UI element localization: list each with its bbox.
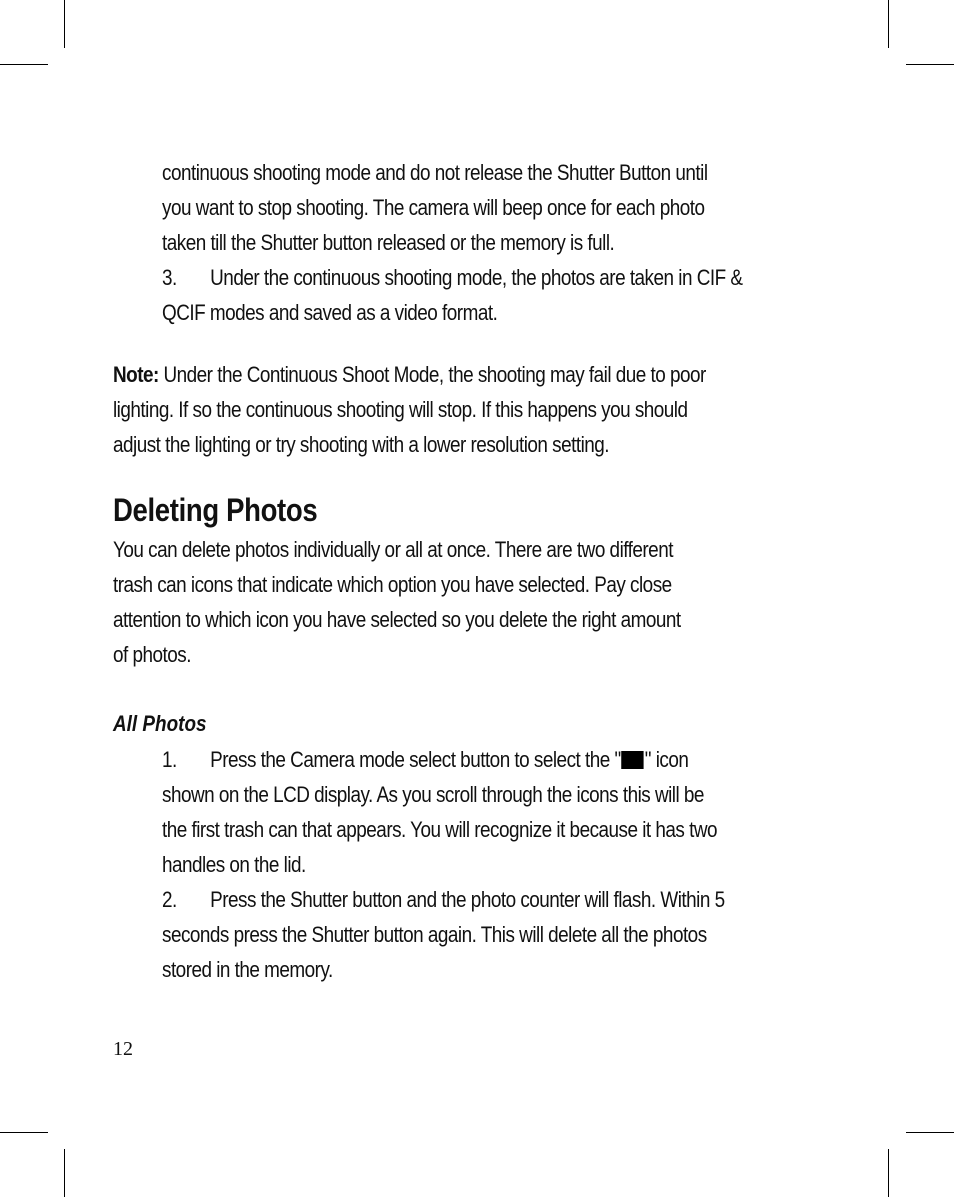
page-number: 12	[113, 1038, 133, 1060]
note-line-3: adjust the lighting or try shooting with a lower resolution setting.	[113, 432, 610, 457]
continuation-line-1: continuous shooting mode and do not release the Shutter Button until	[162, 160, 708, 185]
note-line-2: lighting. If so the continuous shooting will stop. If this happens you should	[113, 397, 688, 422]
all-step-1-text-after: " icon	[644, 747, 689, 772]
subsection-title: All Photos	[113, 711, 207, 736]
section-title: Deleting Photos	[113, 492, 318, 528]
all-step-1-line-3: the first trash can that appears. You will recognize it because it has two	[162, 817, 717, 842]
step-3-text: Under the continuous shooting mode, the photos are taken in CIF &	[210, 265, 743, 290]
all-step-2-number: 2.	[162, 887, 177, 912]
intro-line-4: of photos.	[113, 642, 191, 667]
all-step-1-text-before: Press the Camera mode select button to select the "	[210, 747, 621, 772]
note-line-1	[113, 357, 706, 392]
intro-line-1: You can delete photos individually or all at once. There are two different	[113, 537, 673, 562]
all-step-2-text: Press the Shutter button and the photo counter will flash. Within 5	[210, 887, 725, 912]
step-3-line-2: QCIF modes and saved as a video format.	[162, 300, 498, 325]
continuation-line-3: taken till the Shutter button released or the memory is full.	[162, 230, 615, 255]
all-step-1-line-1	[162, 742, 688, 777]
all-step-1-number: 1.	[162, 747, 177, 772]
all-step-1-line-4: handles on the lid.	[162, 852, 306, 877]
intro-line-3: attention to which icon you have selected so you delete the right amount	[113, 607, 681, 632]
note-text-1: Under the Continuous Shoot Mode, the shooting may fail due to poor	[158, 362, 706, 387]
all-step-2-line-1	[162, 882, 725, 917]
all-step-2-line-2: seconds press the Shutter button again. This will delete all the photos	[162, 922, 707, 947]
step-3-line-1	[162, 260, 742, 295]
step-3-number: 3.	[162, 265, 177, 290]
all-step-2-line-3: stored in the memory.	[162, 957, 333, 982]
all-step-1-line-2: shown on the LCD display. As you scroll through the icons this will be	[162, 782, 704, 807]
intro-line-2: trash can icons that indicate which option you have selected. Pay close	[113, 572, 672, 597]
trash-all-icon	[622, 751, 644, 769]
note-label: Note:	[113, 362, 159, 387]
continuation-line-2: you want to stop shooting. The camera will beep once for each photo	[162, 195, 705, 220]
